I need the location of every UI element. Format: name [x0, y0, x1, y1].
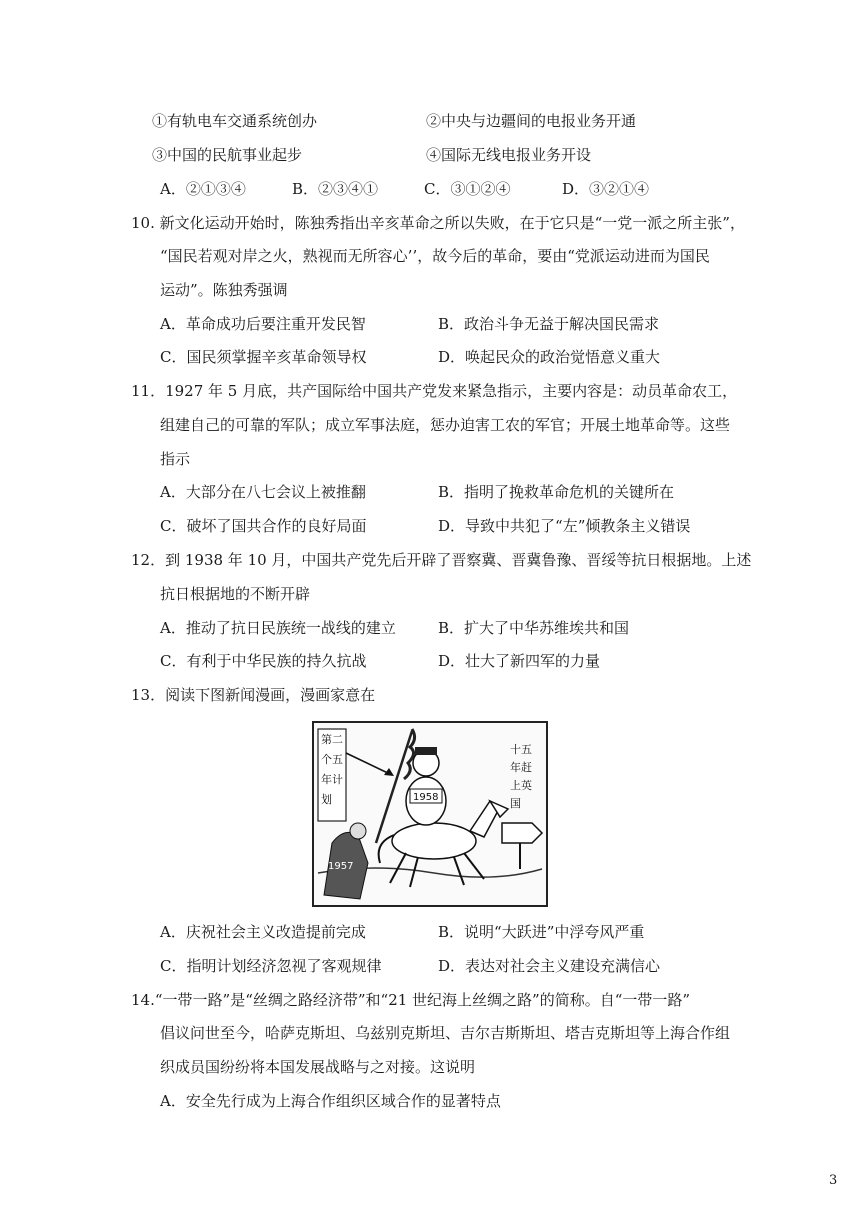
pusher-label: 1957 — [328, 861, 354, 872]
q11-stem-line-1: 11．1927 年 5 月底，共产国际给中国共产党发来紧急指示，主要内容是：动员革命农工， — [131, 382, 738, 400]
q10-stem-line-2: “国民若观对岸之火，熟视而无所容心’’，故今后的革命，要由“党派运动进而为国民 — [160, 247, 710, 265]
right-caption-2: 年赶 — [510, 761, 532, 774]
q10-option-b[interactable]: B．政治斗争无益于解决国民需求 — [438, 315, 660, 333]
caption-arrow — [346, 753, 392, 775]
left-caption-2: 个五 — [321, 753, 343, 766]
rider-label: 1958 — [413, 792, 439, 803]
left-caption-1: 第二 — [321, 733, 343, 746]
q13-option-a[interactable]: A．庆祝社会主义改造提前完成 — [160, 923, 366, 941]
q11-option-d[interactable]: D．导致中共犯了“左”倾教条主义错误 — [438, 517, 691, 535]
right-caption-4: 国 — [510, 797, 521, 810]
q9-item-1: ①有轨电车交通系统创办 — [152, 112, 318, 130]
q13-option-b[interactable]: B．说明“大跃进”中浮夸风严重 — [438, 923, 645, 941]
q9-item-3: ③中国的民航事业起步 — [152, 146, 303, 164]
q12-option-c[interactable]: C．有利于中华民族的持久抗战 — [160, 652, 367, 670]
right-caption-1: 十五 — [510, 743, 532, 756]
q12-stem-line-1: 12．到 1938 年 10 月，中国共产党先后开辟了晋察冀、晋冀鲁豫、晋绥等抗日根据地。上述 — [131, 551, 752, 569]
page-number: 3 — [829, 1173, 838, 1188]
q9-option-b[interactable]: B．②③④① — [292, 180, 379, 198]
q10-option-d[interactable]: D．唤起民众的政治觉悟意义重大 — [438, 348, 661, 366]
q12-option-b[interactable]: B．扩大了中华苏维埃共和国 — [438, 619, 630, 637]
q9-option-a[interactable]: A．②①③④ — [160, 180, 246, 198]
q13-option-c[interactable]: C．指明计划经济忽视了客观规律 — [160, 957, 382, 975]
q9-option-d[interactable]: D．③②①④ — [562, 180, 650, 198]
q9-item-4: ④国际无线电报业务开设 — [426, 146, 592, 164]
q11-stem-line-3: 指示 — [160, 450, 191, 468]
left-caption-4: 划 — [321, 793, 332, 806]
signpost-arrow-icon — [502, 823, 542, 843]
pusher-head — [350, 823, 366, 839]
q12-stem-line-2: 抗日根据地的不断开辟 — [160, 585, 311, 603]
svg-text:十五 年赶 上英 国 — [510, 742, 536, 810]
q11-option-c[interactable]: C．破坏了国共合作的良好局面 — [160, 517, 367, 535]
cartoon-illustration — [314, 723, 546, 905]
q11-option-b[interactable]: B．指明了挽救革命危机的关键所在 — [438, 483, 675, 501]
news-cartoon — [312, 721, 548, 907]
q14-option-a[interactable]: A．安全先行成为上海合作组织区域合作的显著特点 — [160, 1092, 501, 1110]
q12-option-d[interactable]: D．壮大了新四军的力量 — [438, 652, 601, 670]
q14-stem-line-2: 倡议问世至今，哈萨克斯坦、乌兹别克斯坦、吉尔吉斯斯坦、塔吉克斯坦等上海合作组 — [160, 1024, 731, 1042]
flag-pole — [376, 731, 412, 843]
q13-stem-line-1: 13．阅读下图新闻漫画，漫画家意在 — [131, 686, 376, 704]
q11-stem-line-2: 组建自己的可靠的军队；成立军事法庭，惩办迫害工农的军官；开展土地革命等。这些 — [160, 416, 731, 434]
q14-stem-line-3: 织成员国纷纷将本国发展战略与之对接。这说明 — [160, 1058, 476, 1076]
q9-option-c[interactable]: C．③①②④ — [424, 180, 511, 198]
rider-cap — [415, 747, 437, 755]
right-caption-3: 上英 — [510, 779, 532, 792]
q14-stem-line-1: 14.“一带一路”是“丝绸之路经济带”和“21 世纪海上丝绸之路”的简称。自“一带一路” — [131, 991, 691, 1009]
q13-option-d[interactable]: D．表达对社会主义建设充满信心 — [438, 957, 661, 975]
q10-stem-line-3: 运动”。陈独秀强调 — [160, 281, 288, 299]
q10-stem-line-1: 10. 新文化运动开始时，陈独秀指出辛亥革命之所以失败，在于它只是“一党一派之所主张”， — [131, 214, 745, 232]
q9-item-2: ②中央与边疆间的电报业务开通 — [426, 112, 637, 130]
q12-option-a[interactable]: A．推动了抗日民族统一战线的建立 — [160, 619, 396, 637]
q11-option-a[interactable]: A．大部分在八七会议上被推翻 — [160, 483, 366, 501]
q10-option-a[interactable]: A．革命成功后要注重开发民智 — [160, 315, 366, 333]
left-caption-3: 年计 — [321, 773, 343, 786]
q10-option-c[interactable]: C．国民须掌握辛亥革命领导权 — [160, 348, 367, 366]
